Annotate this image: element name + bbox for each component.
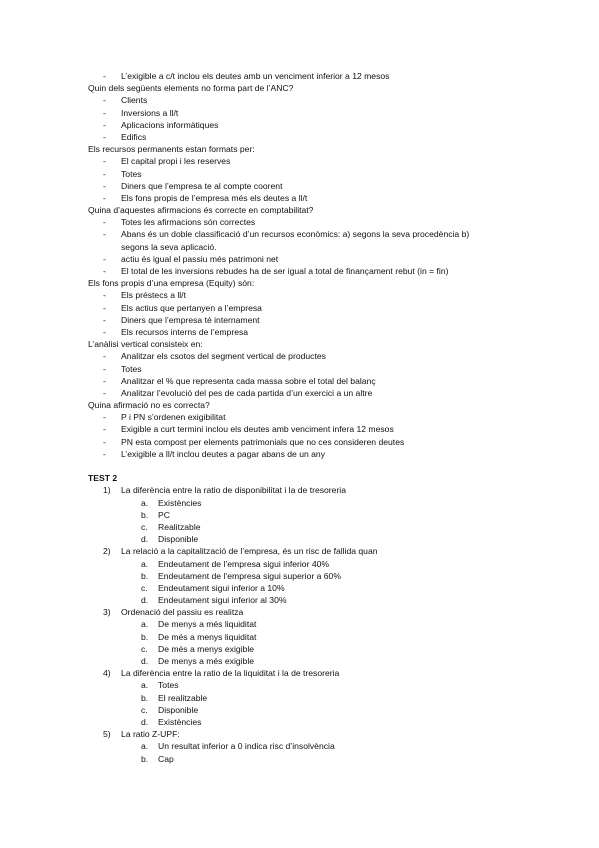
answer-option (0, 631, 599, 643)
question-text: Els recursos permanents estan formats per: (88, 144, 255, 155)
option-text: Realitzable (158, 521, 201, 532)
bullet-text: Clients (121, 95, 148, 106)
option-text: Disponible (158, 534, 199, 545)
dash-bullet: - (103, 302, 106, 313)
option-letter: b. (141, 692, 149, 703)
bullet-item (0, 314, 599, 326)
dash-bullet: - (103, 351, 106, 362)
option-text: De més a menys liquiditat (158, 631, 257, 642)
answer-option (0, 558, 599, 570)
bullet-text: Exigible a curt termini inclou els deutes amb venciment infera 12 mesos (121, 424, 394, 435)
bullet-text: Totes les afirmacions són correctes (121, 217, 256, 228)
answer-option (0, 594, 599, 606)
bullet-item (0, 363, 599, 375)
answer-option (0, 740, 599, 752)
answer-option (0, 643, 599, 655)
dash-bullet: - (103, 107, 106, 118)
bullet-continuation: segons la seva aplicació. (121, 241, 217, 252)
option-text: De més a menys exigible (158, 643, 255, 654)
test-title: TEST 2 (88, 473, 118, 484)
answer-option (0, 704, 599, 716)
question-number: 3) (103, 607, 111, 618)
option-letter: d. (141, 534, 149, 545)
bullet-text: Diners que l’empresa té internament (121, 314, 260, 325)
option-letter: c. (141, 704, 148, 715)
bullet-text: Els actius que pertanyen a l’empresa (121, 302, 262, 313)
bullet-text: Els préstecs a ll/t (121, 290, 186, 301)
option-letter: c. (141, 643, 148, 654)
test-two-questions (0, 484, 599, 764)
answer-option (0, 509, 599, 521)
option-text: Totes (158, 680, 179, 691)
answer-option (0, 753, 599, 765)
question-text: Quin dels següents elements no forma part de l’ANC? (88, 83, 294, 94)
answer-option (0, 521, 599, 533)
option-letter: d. (141, 716, 149, 727)
question-number: 2) (103, 546, 111, 557)
option-text: Endeutament de l’empresa sigui superior a 60% (158, 570, 341, 581)
option-letter: b. (141, 509, 149, 520)
question-number: 1) (103, 485, 111, 496)
answer-option (0, 582, 599, 594)
option-letter: a. (141, 619, 149, 630)
answer-option (0, 716, 599, 728)
bullet-text: Analitzar l’evolució del pes de cada partida d’un exercici a un altre (121, 387, 373, 398)
question-text: Ordenació del passiu es realitza (121, 607, 244, 618)
answer-option (0, 570, 599, 582)
bullet-text: P i PN s’ordenen exigibilitat (121, 412, 226, 423)
dash-bullet: - (103, 424, 106, 435)
bullet-item (0, 375, 599, 387)
dash-bullet: - (103, 131, 106, 142)
dash-bullet: - (103, 168, 106, 179)
answer-option (0, 655, 599, 667)
dash-bullet: - (103, 436, 106, 447)
bullet-item (0, 168, 599, 180)
dash-bullet: - (103, 119, 106, 130)
bullet-item (0, 289, 599, 301)
numbered-question (0, 545, 599, 557)
bullet-text: L’exigible a ll/t inclou deutes a pagar abans de un any (121, 448, 326, 459)
bullet-text: Abans és un doble classificació d’un recursos econòmics: a) segons la seva procedència b) (121, 229, 470, 240)
bullet-item (0, 155, 599, 167)
option-letter: c. (141, 521, 148, 532)
option-letter: d. (141, 595, 149, 606)
bullet-item (0, 436, 599, 448)
dash-bullet: - (103, 229, 106, 240)
dash-bullet: - (103, 180, 106, 191)
bullet-item (0, 265, 599, 277)
option-text: Endeutament sigui inferior a 10% (158, 582, 285, 593)
dash-bullet: - (103, 71, 106, 81)
dash-bullet: - (103, 253, 106, 264)
bullet-text: El total de les inversions rebudes ha de ser igual a total de finançament rebut (in = fin) (121, 266, 449, 276)
bullet-item (0, 180, 599, 192)
option-letter: b. (141, 570, 149, 581)
dash-bullet: - (103, 326, 106, 337)
dash-bullet: - (103, 290, 106, 301)
option-letter: a. (141, 741, 149, 752)
question-text: La diferència entre la ratio de disponibilitat i la de tresoreria (121, 485, 346, 496)
bullet-item (0, 326, 599, 338)
option-text: De menys a més exigible (158, 656, 255, 666)
bullet-item (0, 228, 599, 240)
bullet-text: Analitzar el % que representa cada massa sobre el total del balanç (121, 375, 376, 386)
dash-bullet: - (103, 448, 106, 459)
question-text: Quina afirmació no es correcta? (88, 400, 210, 411)
dash-bullet: - (103, 95, 106, 106)
question-number: 4) (103, 668, 111, 679)
question-block (0, 70, 599, 460)
dash-bullet: - (103, 375, 106, 386)
option-letter: a. (141, 558, 149, 569)
option-letter: b. (141, 631, 149, 642)
spacer (0, 460, 599, 472)
bullet-item (0, 448, 599, 460)
dash-bullet: - (103, 363, 106, 374)
bullet-text: Analitzar els csotos del segment vertical de productes (121, 351, 326, 362)
answer-option (0, 618, 599, 630)
bullet-text: Els recursos interns de l’empresa (121, 326, 249, 337)
answer-option (0, 497, 599, 509)
dash-bullet: - (103, 217, 106, 228)
numbered-question (0, 606, 599, 618)
bullet-item (0, 107, 599, 119)
dash-bullet: - (103, 412, 106, 423)
option-text: Cap (158, 753, 174, 764)
bullet-item (0, 192, 599, 204)
bullet-text: Totes (121, 363, 142, 374)
option-text: Un resultat inferior a 0 indica risc d’insolvència (158, 741, 335, 752)
numbered-question (0, 728, 599, 740)
dash-bullet: - (103, 192, 106, 203)
question-text: Quina d’aquestes afirmacions és correcte en comptabilitat? (88, 205, 314, 216)
bullet-text: Aplicacions informàtiques (121, 119, 219, 130)
question-text: Els fons propis d’una empresa (Equity) són: (88, 278, 255, 289)
bullet-item (0, 387, 599, 399)
option-text: Disponible (158, 704, 199, 715)
question-text: La ratio Z-UPF: (121, 729, 180, 740)
numbered-question (0, 667, 599, 679)
question-text: La diferència entre la ratio de la liquiditat i la de tresoreria (121, 668, 340, 679)
option-text: PC (158, 509, 170, 520)
bullet-text: L’exigible a c/t inclou els deutes amb un venciment inferior a 12 mesos (121, 71, 390, 81)
bullet-item (0, 302, 599, 314)
question-text: La relació a la capitalització de l’empresa, és un risc de fallida quan (121, 546, 378, 557)
bullet-item (0, 70, 599, 82)
option-letter: c. (141, 582, 148, 593)
bullet-item (0, 216, 599, 228)
bullet-item (0, 350, 599, 362)
numbered-question (0, 484, 599, 496)
option-text: Existències (158, 497, 202, 508)
bullet-text: Diners que l’empresa te al compte coorent (121, 180, 283, 191)
option-text: El realitzable (158, 692, 208, 703)
dash-bullet: - (103, 266, 106, 276)
bullet-text: PN esta compost per elements patrimonials que no ces consideren deutes (121, 436, 405, 447)
option-text: Endeutament sigui inferior al 30% (158, 595, 287, 606)
bullet-text: Totes (121, 168, 142, 179)
bullet-text: El capital propi i les reserves (121, 156, 231, 167)
bullet-item (0, 119, 599, 131)
option-letter: a. (141, 680, 149, 691)
option-text: De menys a més liquiditat (158, 619, 257, 630)
option-letter: b. (141, 753, 149, 764)
bullet-item (0, 423, 599, 435)
option-letter: a. (141, 497, 149, 508)
dash-bullet: - (103, 156, 106, 167)
bullet-text: Edifics (121, 131, 147, 142)
bullet-item (0, 94, 599, 106)
option-text: Existències (158, 716, 202, 727)
option-letter: d. (141, 656, 149, 666)
question-number: 5) (103, 729, 111, 740)
bullet-item (0, 131, 599, 143)
bullet-text: actiu és igual el passiu més patrimoni net (121, 253, 279, 264)
bullet-text: Els fons propis de l’empresa més els deutes a ll/t (121, 192, 308, 203)
dash-bullet: - (103, 314, 106, 325)
bullet-text: Inversions a ll/t (121, 107, 179, 118)
document-page (0, 70, 599, 765)
bullet-item (0, 411, 599, 423)
option-text: Endeutament de l’empresa sigui inferior 40% (158, 558, 330, 569)
bullet-item (0, 253, 599, 265)
answer-option (0, 692, 599, 704)
answer-option (0, 679, 599, 691)
question-text: L’anàlisi vertical consisteix en: (88, 339, 203, 350)
answer-option (0, 533, 599, 545)
dash-bullet: - (103, 387, 106, 398)
